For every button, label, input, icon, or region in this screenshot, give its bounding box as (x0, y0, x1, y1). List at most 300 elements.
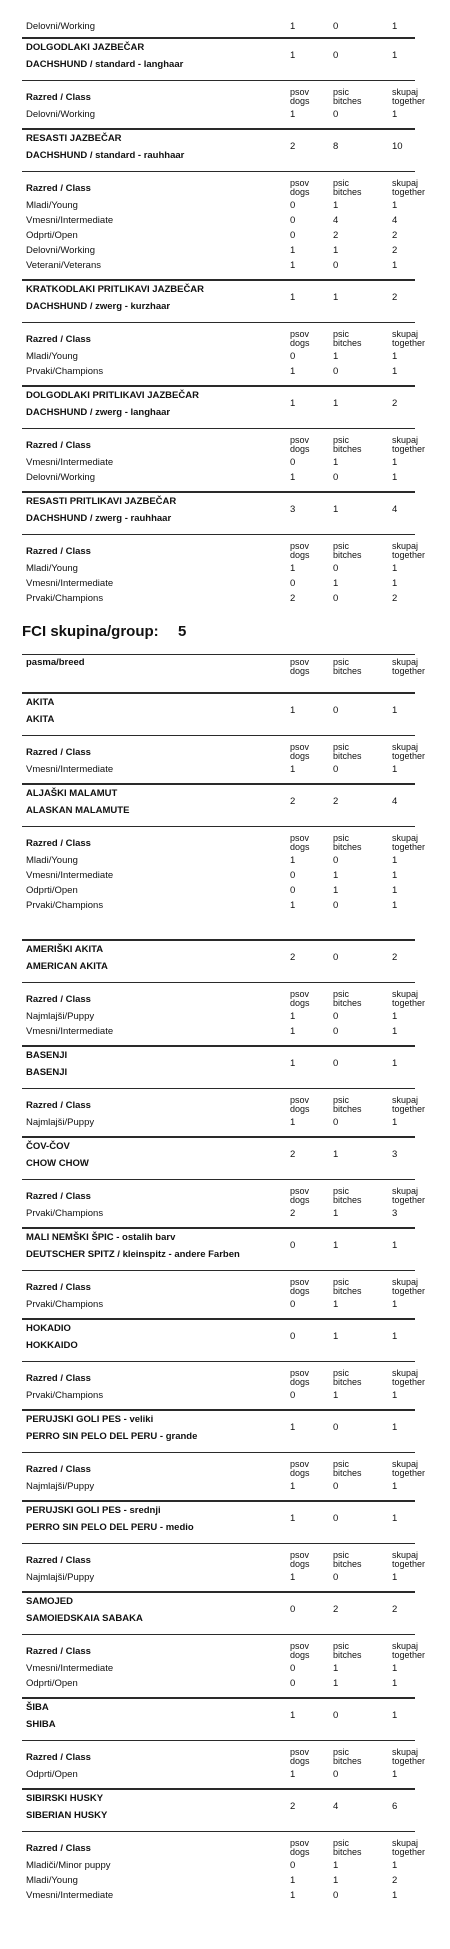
breed-divider (22, 385, 415, 387)
class-name: Vmesni/Intermediate (26, 870, 114, 881)
count-dogs: 0 (290, 1390, 296, 1401)
breed-total-dogs: 1 (290, 1710, 296, 1721)
count-bitches: 0 (333, 563, 339, 574)
breed-total-dogs: 1 (290, 705, 296, 716)
count-together: 1 (392, 870, 398, 881)
bitches-header-en: bitches (333, 1286, 362, 1296)
breed-total-bitches: 2 (333, 1604, 339, 1615)
class-name: Najmlajši/Puppy (26, 1117, 95, 1128)
together-header-en: together (392, 1468, 426, 1478)
breed-name-en: AKITA (26, 714, 55, 725)
breed-total-dogs: 1 (290, 292, 296, 303)
count-dogs: 1 (290, 900, 296, 911)
count-together: 1 (392, 21, 398, 32)
class-name: Mladi/Young (26, 855, 78, 866)
dogs-header-en: dogs (290, 444, 310, 454)
count-together: 1 (392, 1890, 398, 1901)
count-dogs: 0 (290, 870, 296, 881)
breed-divider (22, 279, 415, 281)
breed-name-sl: PERUJSKI GOLI PES - srednji (26, 1505, 161, 1516)
class-divider (22, 1361, 415, 1362)
bitches-header-en: bitches (333, 338, 362, 348)
count-together: 1 (392, 457, 398, 468)
class-name: Najmlajši/Puppy (26, 1011, 95, 1022)
count-bitches: 1 (333, 245, 339, 256)
count-together: 1 (392, 900, 398, 911)
count-dogs: 0 (290, 1678, 296, 1689)
together-header-en: together (392, 1756, 426, 1766)
breed-total-bitches: 1 (333, 504, 339, 515)
together-header-en: together (392, 666, 426, 676)
count-bitches: 1 (333, 1390, 339, 1401)
breed-name-en: DACHSHUND / standard - rauhhaar (26, 150, 185, 161)
bitches-header-sl: psic (333, 1838, 350, 1848)
count-bitches: 1 (333, 200, 339, 211)
breed-divider (22, 783, 415, 785)
bitches-header-en: bitches (333, 550, 362, 560)
breed-name-en: DACHSHUND / zwerg - langhaar (26, 407, 171, 418)
class-divider (22, 982, 415, 983)
fci-group-label: FCI skupina/group: (22, 623, 159, 640)
class-column-header: Razred / Class (26, 1555, 91, 1566)
breed-total-dogs: 1 (290, 1422, 296, 1433)
count-bitches: 0 (333, 593, 339, 604)
count-bitches: 0 (333, 1572, 339, 1583)
count-dogs: 0 (290, 1299, 296, 1310)
bitches-header-sl: psic (333, 1641, 350, 1651)
breed-divider (22, 37, 415, 39)
dogs-header-en: dogs (290, 842, 310, 852)
class-name: Prvaki/Champions (26, 1299, 104, 1310)
breed-total-dogs: 1 (290, 1513, 296, 1524)
class-name: Veterani/Veterans (26, 260, 101, 271)
count-dogs: 1 (290, 1011, 296, 1022)
count-bitches: 0 (333, 472, 339, 483)
breed-total-bitches: 1 (333, 398, 339, 409)
breed-total-bitches: 0 (333, 1058, 339, 1069)
class-name: Delovni/Working (26, 21, 95, 32)
class-divider (22, 826, 415, 827)
breed-name-sl: ŠIBA (26, 1702, 49, 1713)
bitches-header-en: bitches (333, 1559, 362, 1569)
class-name: Vmesni/Intermediate (26, 1890, 114, 1901)
bitches-header-sl: psic (333, 1368, 350, 1378)
count-bitches: 1 (333, 1678, 339, 1689)
count-together: 1 (392, 1390, 398, 1401)
breed-total-together: 1 (392, 1331, 398, 1342)
dogs-header-sl: psov (290, 989, 310, 999)
class-column-header: Razred / Class (26, 440, 91, 451)
class-name: Prvaki/Champions (26, 593, 104, 604)
breed-divider (22, 1591, 415, 1593)
dogs-header-sl: psov (290, 178, 310, 188)
count-together: 1 (392, 472, 398, 483)
together-header-sl: skupaj (392, 1459, 419, 1469)
count-together: 2 (392, 593, 398, 604)
breed-total-bitches: 1 (333, 1149, 339, 1160)
bitches-header-sl: psic (333, 1186, 350, 1196)
count-together: 1 (392, 1011, 398, 1022)
class-column-header: Razred / Class (26, 546, 91, 557)
together-header-en: together (392, 1650, 426, 1660)
dogs-header-en: dogs (290, 1650, 310, 1660)
breed-total-bitches: 0 (333, 705, 339, 716)
breed-total-bitches: 0 (333, 1513, 339, 1524)
bitches-header-sl: psic (333, 1277, 350, 1287)
class-column-header: Razred / Class (26, 747, 91, 758)
breed-name-sl: DOLGODLAKI JAZBEČAR (26, 42, 145, 53)
count-bitches: 1 (333, 1299, 339, 1310)
count-dogs: 1 (290, 1769, 296, 1780)
breed-total-dogs: 2 (290, 141, 296, 152)
dogs-header-en: dogs (290, 1195, 310, 1205)
breed-total-together: 1 (392, 1710, 398, 1721)
count-bitches: 1 (333, 1663, 339, 1674)
breed-divider (22, 128, 415, 130)
count-dogs: 0 (290, 578, 296, 589)
dogs-header-sl: psov (290, 1368, 310, 1378)
together-header-en: together (392, 187, 426, 197)
count-dogs: 1 (290, 1875, 296, 1886)
breed-name-en: DEUTSCHER SPITZ / kleinspitz - andere Farben (26, 1249, 240, 1260)
class-name: Prvaki/Champions (26, 1390, 104, 1401)
breed-divider (22, 1136, 415, 1138)
class-divider (22, 1270, 415, 1271)
count-together: 2 (392, 1875, 398, 1886)
class-name: Delovni/Working (26, 245, 95, 256)
count-bitches: 1 (333, 578, 339, 589)
count-bitches: 0 (333, 1481, 339, 1492)
together-header-sl: skupaj (392, 1838, 419, 1848)
count-bitches: 0 (333, 855, 339, 866)
class-divider (22, 1634, 415, 1635)
class-divider (22, 1740, 415, 1741)
breed-name-sl: ALJAŠKI MALAMUT (26, 788, 118, 799)
breed-name-sl: DOLGODLAKI PRITLIKAVI JAZBEČAR (26, 390, 199, 401)
breed-total-together: 4 (392, 796, 398, 807)
class-divider (22, 322, 415, 323)
bitches-header-sl: psic (333, 1747, 350, 1757)
breed-total-dogs: 2 (290, 952, 296, 963)
breed-total-together: 2 (392, 398, 398, 409)
breed-divider (22, 1045, 415, 1047)
class-column-header: Razred / Class (26, 1100, 91, 1111)
count-dogs: 1 (290, 245, 296, 256)
breed-total-dogs: 2 (290, 1801, 296, 1812)
breed-total-bitches: 1 (333, 292, 339, 303)
class-name: Vmesni/Intermediate (26, 1663, 114, 1674)
breed-total-bitches: 2 (333, 796, 339, 807)
count-dogs: 0 (290, 230, 296, 241)
class-column-header: Razred / Class (26, 1752, 91, 1763)
count-bitches: 0 (333, 1117, 339, 1128)
together-header-en: together (392, 550, 426, 560)
breed-divider (22, 491, 415, 493)
class-name: Mladiči/Minor puppy (26, 1860, 111, 1871)
bitches-header-en: bitches (333, 444, 362, 454)
class-name: Mladi/Young (26, 200, 78, 211)
count-dogs: 1 (290, 1481, 296, 1492)
count-bitches: 0 (333, 109, 339, 120)
count-bitches: 2 (333, 230, 339, 241)
breed-divider (22, 1697, 415, 1699)
bitches-header-en: bitches (333, 1468, 362, 1478)
count-bitches: 1 (333, 1875, 339, 1886)
count-together: 1 (392, 1299, 398, 1310)
count-bitches: 0 (333, 764, 339, 775)
dogs-header-en: dogs (290, 1286, 310, 1296)
dogs-header-en: dogs (290, 338, 310, 348)
together-header-sl: skupaj (392, 435, 419, 445)
breed-name-sl: ČOV-ČOV (26, 1141, 70, 1152)
class-column-header: Razred / Class (26, 1282, 91, 1293)
bitches-header-en: bitches (333, 1195, 362, 1205)
breed-divider (22, 1500, 415, 1502)
breed-divider (22, 1409, 415, 1411)
count-together: 1 (392, 109, 398, 120)
count-bitches: 0 (333, 21, 339, 32)
dogs-header-sl: psov (290, 1838, 310, 1848)
count-dogs: 0 (290, 457, 296, 468)
together-header-sl: skupaj (392, 178, 419, 188)
dogs-header-sl: psov (290, 657, 310, 667)
together-header-sl: skupaj (392, 657, 419, 667)
dogs-header-en: dogs (290, 1847, 310, 1857)
class-divider (22, 1543, 415, 1544)
breed-total-together: 6 (392, 1801, 398, 1812)
breed-total-bitches: 0 (333, 50, 339, 61)
breed-total-together: 2 (392, 1604, 398, 1615)
class-column-header: Razred / Class (26, 183, 91, 194)
class-column-header: Razred / Class (26, 838, 91, 849)
class-name: Mladi/Young (26, 563, 78, 574)
count-bitches: 0 (333, 1026, 339, 1037)
bitches-header-en: bitches (333, 1650, 362, 1660)
bitches-header-en: bitches (333, 1756, 362, 1766)
breed-name-sl: BASENJI (26, 1050, 68, 1061)
count-dogs: 1 (290, 109, 296, 120)
together-header-sl: skupaj (392, 1550, 419, 1560)
together-header-sl: skupaj (392, 989, 419, 999)
breed-total-dogs: 2 (290, 1149, 296, 1160)
count-together: 1 (392, 1572, 398, 1583)
breed-name-en: HOKKAIDO (26, 1340, 78, 1351)
count-together: 1 (392, 200, 398, 211)
count-bitches: 0 (333, 900, 339, 911)
dogs-header-sl: psov (290, 329, 310, 339)
count-bitches: 0 (333, 366, 339, 377)
breed-divider (22, 1318, 415, 1320)
count-bitches: 1 (333, 351, 339, 362)
breed-total-together: 3 (392, 1149, 398, 1160)
breed-total-together: 2 (392, 952, 398, 963)
breed-name-en: PERRO SIN PELO DEL PERU - medio (26, 1522, 194, 1533)
class-divider (22, 534, 415, 535)
count-dogs: 1 (290, 563, 296, 574)
count-dogs: 1 (290, 472, 296, 483)
breed-divider (22, 939, 415, 941)
dogs-header-en: dogs (290, 1559, 310, 1569)
breed-total-together: 2 (392, 292, 398, 303)
dogs-header-sl: psov (290, 1095, 310, 1105)
breed-total-dogs: 3 (290, 504, 296, 515)
breed-divider (22, 692, 415, 694)
class-divider (22, 428, 415, 429)
count-together: 1 (392, 1769, 398, 1780)
breed-name-sl: AMERIŠKI AKITA (26, 944, 104, 955)
count-dogs: 1 (290, 366, 296, 377)
breed-total-together: 1 (392, 1058, 398, 1069)
count-dogs: 0 (290, 1860, 296, 1871)
breed-name-en: PERRO SIN PELO DEL PERU - grande (26, 1431, 198, 1442)
count-together: 1 (392, 366, 398, 377)
breed-total-dogs: 1 (290, 50, 296, 61)
together-header-en: together (392, 1377, 426, 1387)
breed-name-en: DACHSHUND / zwerg - rauhhaar (26, 513, 172, 524)
breed-name-en: AMERICAN AKITA (26, 961, 108, 972)
together-header-sl: skupaj (392, 1641, 419, 1651)
count-together: 1 (392, 1860, 398, 1871)
bitches-header-en: bitches (333, 187, 362, 197)
breed-total-dogs: 1 (290, 398, 296, 409)
count-bitches: 0 (333, 1890, 339, 1901)
bitches-header-sl: psic (333, 1550, 350, 1560)
class-name: Prvaki/Champions (26, 900, 104, 911)
count-dogs: 2 (290, 1208, 296, 1219)
class-column-header: Razred / Class (26, 334, 91, 345)
breed-column-header: pasma/breed (26, 657, 85, 668)
bitches-header-en: bitches (333, 1104, 362, 1114)
dogs-header-sl: psov (290, 541, 310, 551)
breed-name-en: SAMOIEDSKAIA SABAKA (26, 1613, 143, 1624)
breed-name-sl: SIBIRSKI HUSKY (26, 1793, 104, 1804)
bitches-header-en: bitches (333, 1847, 362, 1857)
together-header-en: together (392, 998, 426, 1008)
count-bitches: 1 (333, 1208, 339, 1219)
count-bitches: 4 (333, 215, 339, 226)
together-header-en: together (392, 1559, 426, 1569)
class-name: Odprti/Open (26, 885, 78, 896)
dogs-header-sl: psov (290, 1641, 310, 1651)
class-name: Prvaki/Champions (26, 1208, 104, 1219)
class-column-header: Razred / Class (26, 92, 91, 103)
count-bitches: 1 (333, 457, 339, 468)
breed-total-together: 1 (392, 1240, 398, 1251)
count-dogs: 1 (290, 855, 296, 866)
breed-total-together: 1 (392, 1422, 398, 1433)
count-together: 1 (392, 578, 398, 589)
count-together: 1 (392, 885, 398, 896)
breed-divider (22, 1227, 415, 1229)
breed-total-bitches: 8 (333, 141, 339, 152)
class-column-header: Razred / Class (26, 1843, 91, 1854)
class-divider (22, 171, 415, 172)
dogs-header-sl: psov (290, 1747, 310, 1757)
dogs-header-sl: psov (290, 435, 310, 445)
bitches-header-sl: psic (333, 742, 350, 752)
count-together: 1 (392, 764, 398, 775)
count-dogs: 1 (290, 21, 296, 32)
count-together: 1 (392, 260, 398, 271)
class-name: Odprti/Open (26, 1769, 78, 1780)
count-dogs: 2 (290, 593, 296, 604)
breed-name-sl: HOKADIO (26, 1323, 71, 1334)
breed-total-dogs: 0 (290, 1604, 296, 1615)
dogs-header-en: dogs (290, 96, 310, 106)
class-divider (22, 1831, 415, 1832)
together-header-en: together (392, 96, 426, 106)
class-divider (22, 735, 415, 736)
class-divider (22, 1452, 415, 1453)
count-dogs: 1 (290, 1117, 296, 1128)
count-dogs: 1 (290, 764, 296, 775)
class-name: Mladi/Young (26, 351, 78, 362)
breed-name-sl: KRATKODLAKI PRITLIKAVI JAZBEČAR (26, 284, 205, 295)
count-together: 1 (392, 563, 398, 574)
bitches-header-en: bitches (333, 998, 362, 1008)
breed-name-sl: SAMOJED (26, 1596, 73, 1607)
count-bitches: 1 (333, 870, 339, 881)
bitches-header-sl: psic (333, 435, 350, 445)
class-name: Najmlajši/Puppy (26, 1481, 95, 1492)
bitches-header-en: bitches (333, 751, 362, 761)
bitches-header-sl: psic (333, 989, 350, 999)
count-bitches: 1 (333, 1860, 339, 1871)
breed-name-sl: MALI NEMŠKI ŠPIC - ostalih barv (26, 1232, 176, 1243)
class-column-header: Razred / Class (26, 1646, 91, 1657)
count-together: 4 (392, 215, 398, 226)
dogs-header-sl: psov (290, 1459, 310, 1469)
together-header-sl: skupaj (392, 1095, 419, 1105)
breed-name-en: SIBERIAN HUSKY (26, 1810, 108, 1821)
class-name: Delovni/Working (26, 472, 95, 483)
together-header-en: together (392, 842, 426, 852)
bitches-header-sl: psic (333, 329, 350, 339)
breed-total-bitches: 0 (333, 1422, 339, 1433)
class-name: Mladi/Young (26, 1875, 78, 1886)
breed-name-en: SHIBA (26, 1719, 56, 1730)
count-together: 1 (392, 1663, 398, 1674)
bitches-header-sl: psic (333, 1095, 350, 1105)
together-header-sl: skupaj (392, 541, 419, 551)
count-together: 1 (392, 1117, 398, 1128)
dogs-header-en: dogs (290, 187, 310, 197)
dogs-header-sl: psov (290, 742, 310, 752)
breed-name-sl: RESASTI PRITLIKAVI JAZBEČAR (26, 496, 177, 507)
class-name: Najmlajši/Puppy (26, 1572, 95, 1583)
class-name: Odprti/Open (26, 230, 78, 241)
breed-divider (22, 1788, 415, 1790)
together-header-en: together (392, 1847, 426, 1857)
dogs-header-sl: psov (290, 1277, 310, 1287)
class-column-header: Razred / Class (26, 1191, 91, 1202)
class-column-header: Razred / Class (26, 1373, 91, 1384)
bitches-header-en: bitches (333, 666, 362, 676)
breed-total-together: 10 (392, 141, 403, 152)
together-header-en: together (392, 751, 426, 761)
class-divider (22, 1179, 415, 1180)
class-name: Vmesni/Intermediate (26, 215, 114, 226)
count-bitches: 1 (333, 885, 339, 896)
dogs-header-en: dogs (290, 1104, 310, 1114)
fci-group-number: 5 (178, 623, 187, 640)
dogs-header-en: dogs (290, 998, 310, 1008)
dogs-header-en: dogs (290, 550, 310, 560)
breed-name-sl: PERUJSKI GOLI PES - veliki (26, 1414, 154, 1425)
dogs-header-en: dogs (290, 1468, 310, 1478)
together-header-en: together (392, 1195, 426, 1205)
class-name: Vmesni/Intermediate (26, 764, 114, 775)
